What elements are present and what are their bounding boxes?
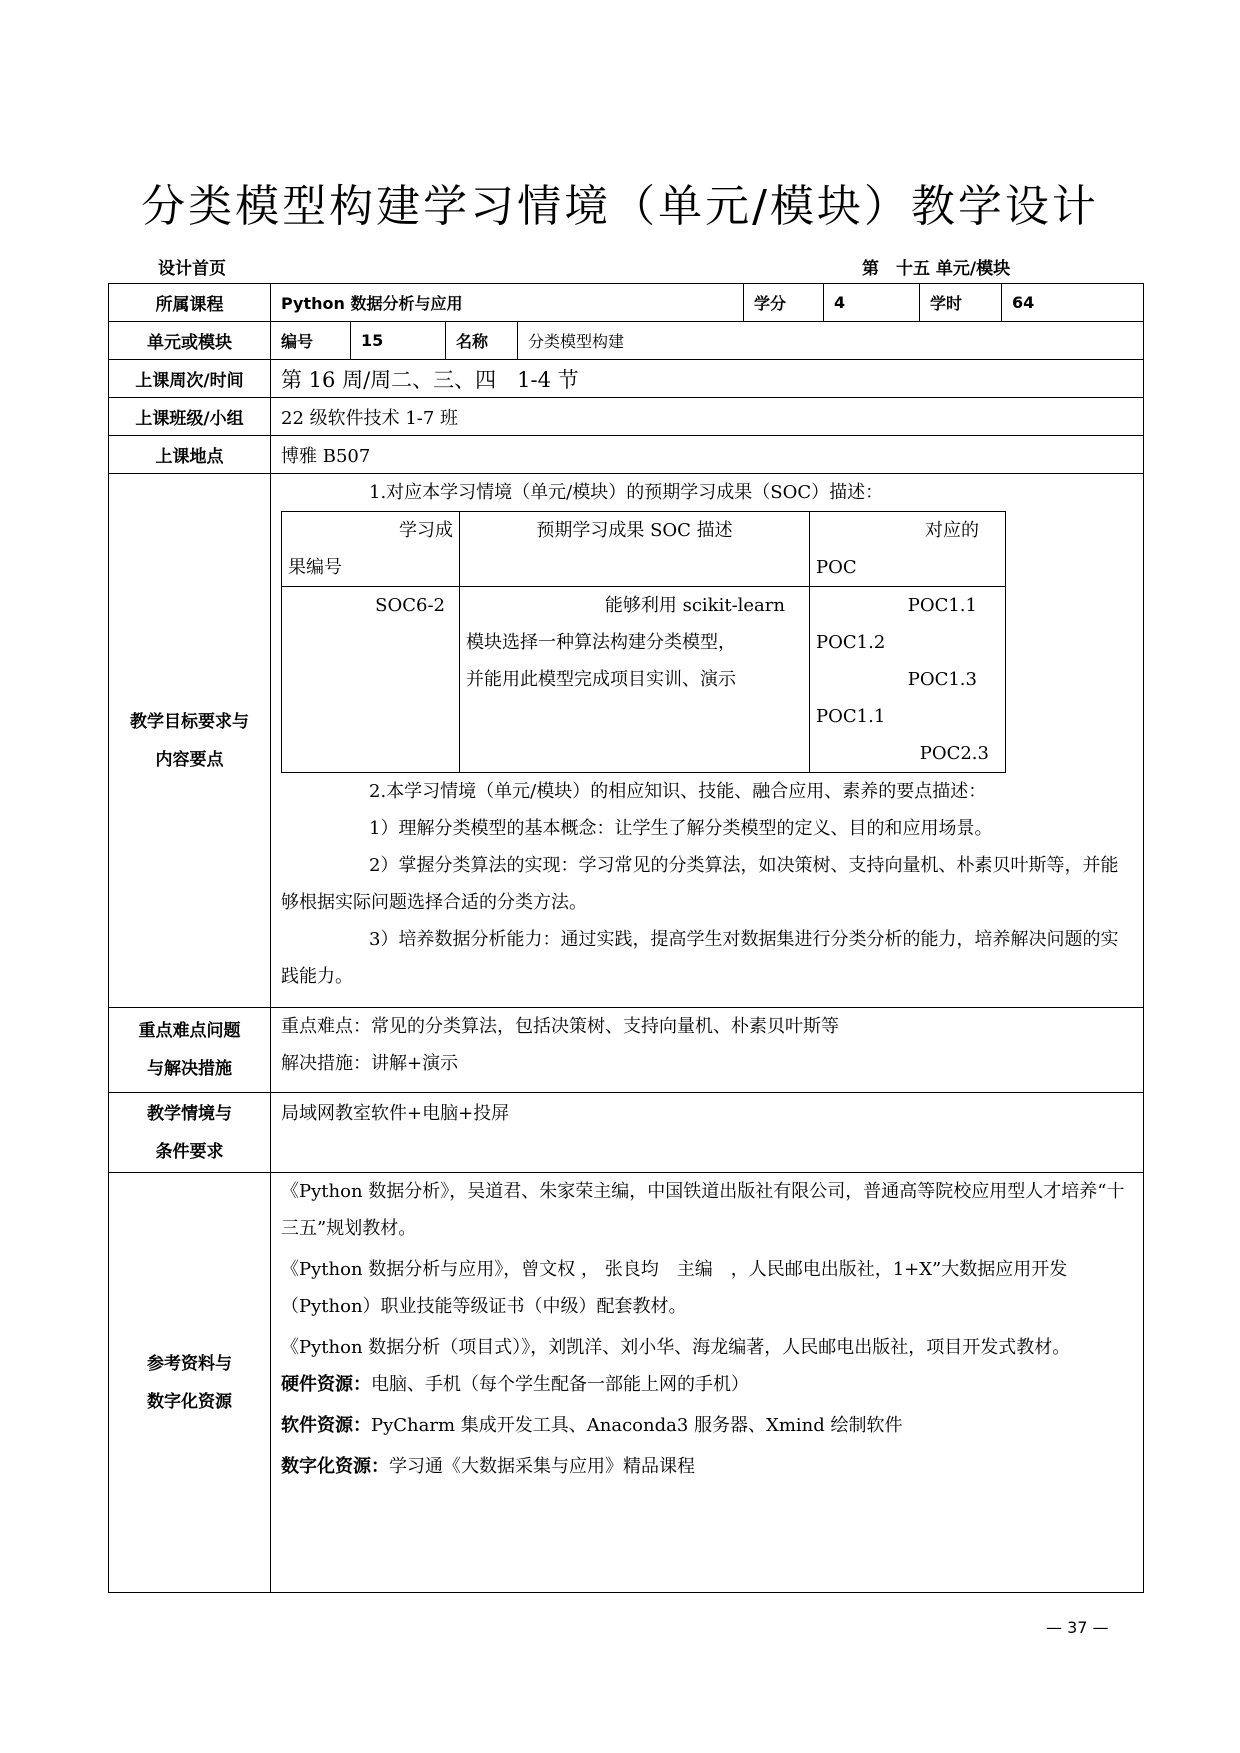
- soc-table: [281, 511, 1006, 773]
- unit-name-label: 名称: [446, 322, 518, 360]
- environment-label: 教学情境与 条件要求: [109, 1093, 271, 1173]
- row-environment: [109, 1093, 1144, 1173]
- unit-no: 15: [351, 322, 446, 360]
- page-number: — 37 —: [1046, 1618, 1109, 1637]
- reference-3: 《Python 数据分析（项目式）》，刘凯洋、刘小华、海龙编著，人民邮电出版社，项目开发式教材。: [281, 1337, 1071, 1358]
- row-difficulty: [109, 1008, 1144, 1093]
- points-intro: 2.本学习情境（单元/模块）的相应知识、技能、融合应用、素养的要点描述：: [369, 781, 987, 802]
- difficulty-label: 重点难点问题 与解决措施: [109, 1008, 271, 1093]
- references-label: 参考资料与 数字化资源: [109, 1173, 271, 1593]
- objectives-content: [271, 474, 1144, 1008]
- course-label: 所属课程: [109, 284, 271, 322]
- point-2: 2）掌握分类算法的实现：学习常见的分类算法，如决策树、支持向量机、朴素贝叶斯等，并能够根据实际问题选择合适的分类方法。: [281, 855, 1119, 913]
- reference-1: 《Python 数据分析》，吴道君、朱家荣主编，中国铁道出版社有限公司，普通高等院校应用型人才培养“十三五”规划教材。: [281, 1181, 1125, 1239]
- soc-header-row: [282, 512, 1006, 587]
- time-label: 上课周次/时间: [109, 360, 271, 398]
- row-objectives: [109, 474, 1144, 1008]
- class-value: 22 级软件技术 1-7 班: [271, 398, 1144, 436]
- environment-value: 局域网教室软件+电脑+投屏: [281, 1103, 510, 1124]
- environment-content: [271, 1093, 1144, 1173]
- row-place: [109, 436, 1144, 474]
- hours-value: 64: [1002, 284, 1144, 322]
- row-unit: [109, 322, 1144, 360]
- objectives-label: 教学目标要求与 内容要点: [109, 474, 271, 1008]
- point-3: 3）培养数据分析能力：通过实践，提高学生对数据集进行分类分析的能力，培养解决问题的实践能力。: [281, 929, 1119, 987]
- design-table: [108, 283, 1144, 1593]
- class-label: 上课班级/小组: [109, 398, 271, 436]
- software-resources: 软件资源：PyCharm 集成开发工具、Anaconda3 服务器、Xmind 绘制软件: [281, 1415, 903, 1436]
- difficulty-content: [271, 1008, 1144, 1093]
- difficulty-line-1: 重点难点：常见的分类算法，包括决策树、支持向量机、朴素贝叶斯等: [281, 1016, 839, 1037]
- unit-name: 分类模型构建: [518, 322, 1144, 360]
- soc-poc: POC1.1 POC1.2 POC1.3 POC1.1 POC2.3: [810, 587, 1006, 773]
- point-1: 1）理解分类模型的基本概念：让学生了解分类模型的定义、目的和应用场景。: [369, 818, 993, 839]
- credit-label: 学分: [744, 284, 824, 322]
- soc-row: [282, 587, 1006, 773]
- place-value: 博雅 B507: [271, 436, 1144, 474]
- soc-header-desc: 预期学习成果 SOC 描述: [460, 512, 810, 587]
- unit-no-label: 编号: [271, 322, 351, 360]
- soc-id: SOC6-2: [282, 587, 460, 773]
- soc-header-id: 学习成 果编号: [282, 512, 460, 587]
- header-right: 第 十五 单元/模块: [862, 259, 1011, 279]
- credit-value: 4: [824, 284, 920, 322]
- place-label: 上课地点: [109, 436, 271, 474]
- difficulty-line-2: 解决措施：讲解+演示: [281, 1053, 459, 1074]
- time-value: 第 16 周/周二、三、四 1-4 节: [271, 360, 1144, 398]
- soc-header-poc: 对应的 POC: [810, 512, 1006, 587]
- row-references: [109, 1173, 1144, 1593]
- unit-label: 单元或模块: [109, 322, 271, 360]
- references-content: [271, 1173, 1144, 1593]
- reference-2: 《Python 数据分析与应用》，曾文权 ， 张良均 主编 ，人民邮电出版社，1+X”大数据应用开发（Python）职业技能等级证书（中级）配套教材。: [281, 1259, 1068, 1317]
- hours-label: 学时: [920, 284, 1002, 322]
- soc-desc: 能够利用 scikit-learn 模块选择一种算法构建分类模型， 并能用此模型完成项目实训、演示: [460, 587, 810, 773]
- hardware-resources: 硬件资源：电脑、手机（每个学生配备一部能上网的手机）: [281, 1374, 749, 1395]
- header-left: 设计首页: [158, 259, 226, 279]
- row-class: [109, 398, 1144, 436]
- row-time: [109, 360, 1144, 398]
- soc-intro: 1.对应本学习情境（单元/模块）的预期学习成果（SOC）描述：: [369, 482, 884, 503]
- digital-resources: 数字化资源：学习通《大数据采集与应用》精品课程: [281, 1456, 695, 1477]
- page-title: 分类模型构建学习情境（单元/模块）教学设计: [141, 181, 1099, 232]
- row-course: [109, 284, 1144, 322]
- course-value: Python 数据分析与应用: [271, 284, 744, 322]
